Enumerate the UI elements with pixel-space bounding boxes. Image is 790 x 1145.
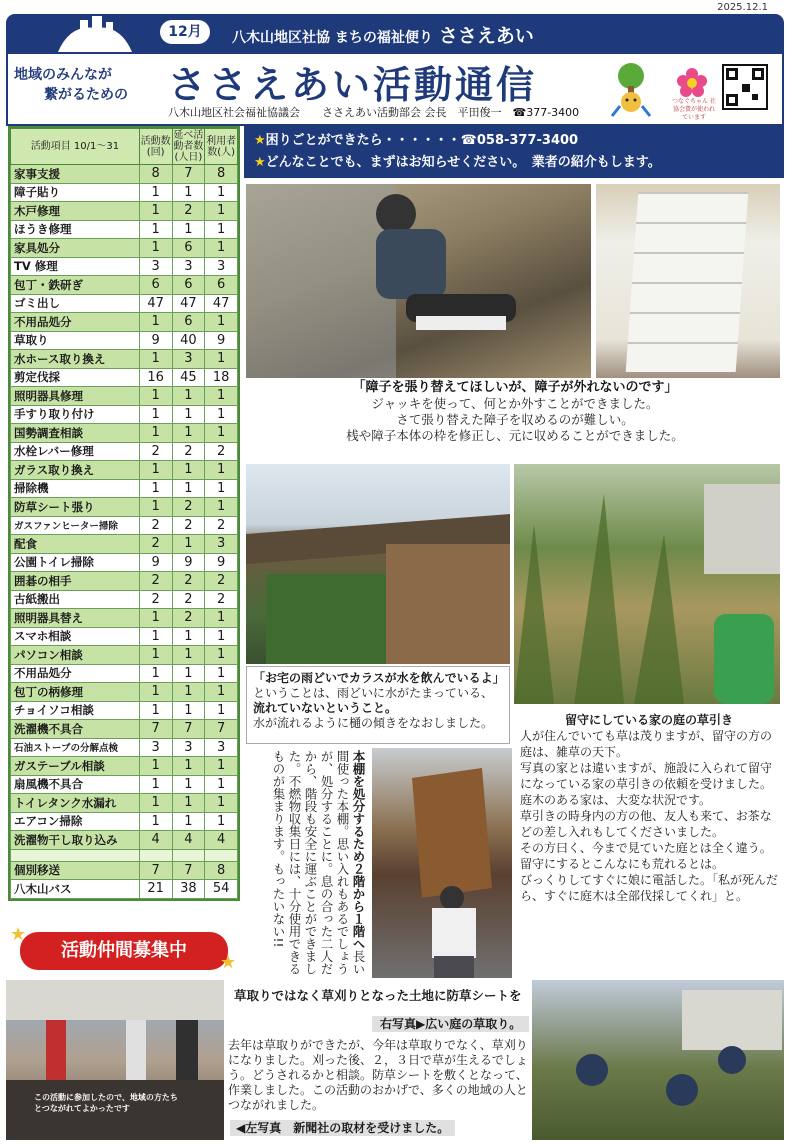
activity-value: 4 (139, 831, 172, 850)
activity-value: 1 (139, 683, 172, 702)
activity-value: 1 (139, 701, 172, 720)
activity-name: 手すり取り付け (11, 405, 140, 424)
activity-value: 1 (205, 183, 238, 202)
lead-line-2: 繋がるための (44, 87, 128, 103)
activity-value: 1 (139, 239, 172, 258)
table-row (11, 220, 238, 239)
article-gutter-text: 水が流れるように樋の傾きをなおしました。 (253, 716, 494, 730)
activity-name: ほうき修理 (11, 220, 140, 239)
activity-name: チョイソコ相談 (11, 701, 140, 720)
activity-name: ガステーブル相談 (11, 757, 140, 776)
activity-value: 40 (172, 331, 205, 350)
activity-name: 剪定伐採 (11, 368, 140, 387)
activity-value: 1 (172, 757, 205, 776)
header-users: 利用者数(人) (205, 129, 238, 165)
activity-value: 1 (205, 239, 238, 258)
activity-value: 1 (172, 405, 205, 424)
activity-name: 洗濯物干し取り込み (11, 831, 140, 850)
table-row (11, 701, 238, 720)
activity-value: 1 (205, 202, 238, 221)
table-row (11, 572, 238, 591)
activity-value: 1 (172, 424, 205, 443)
photo-carrying-bookshelf (372, 748, 512, 978)
activity-name: パソコン相談 (11, 646, 140, 665)
table-row (11, 590, 238, 609)
activity-value: 2 (139, 535, 172, 554)
activity-name: 家具処分 (11, 239, 140, 258)
activity-value: 3 (205, 257, 238, 276)
activity-value: 8 (205, 861, 238, 880)
photo-newspaper-interview (6, 980, 224, 1140)
activity-value: 1 (205, 405, 238, 424)
activity-name: 不用品処分 (11, 313, 140, 332)
article-shoji-line: 桟や障子本体の枠を修正し、元に収めることができました。 (346, 428, 684, 443)
article-bookshelf-text: 長い間使った本棚。思い入れもあるでしょうが、処分することに。息の合った二人だから、階段も安全に運ぶことができました。不燃物収集日には、十分使用できるものが集まります。もったいない!! (271, 750, 366, 975)
table-row (11, 276, 238, 295)
activity-value: 1 (139, 313, 172, 332)
activity-value: 9 (139, 553, 172, 572)
photo-shoji-paper (596, 184, 780, 378)
activity-value: 2 (139, 572, 172, 591)
header-count: 活動数(回) (139, 129, 172, 165)
table-row (11, 880, 238, 899)
activity-name: 水ホース取り換え (11, 350, 140, 369)
table-row (11, 831, 238, 850)
photo-rain-gutter (246, 464, 510, 664)
activity-value: 1 (172, 183, 205, 202)
activity-value: 1 (172, 812, 205, 831)
activity-name: 防草シート張り (11, 498, 140, 517)
activity-value: 1 (139, 350, 172, 369)
activity-value: 7 (139, 861, 172, 880)
article-shoji (250, 380, 780, 444)
table-row (11, 646, 238, 665)
table-row (11, 498, 238, 517)
activity-value: 8 (139, 165, 172, 184)
activity-name: 古紙搬出 (11, 590, 140, 609)
newsletter-title: ささえあい活動通信 (168, 63, 538, 107)
activity-value: 2 (139, 516, 172, 535)
photo-large-garden-weeding (532, 980, 784, 1140)
article-gutter (246, 666, 510, 744)
activity-name: ガラス取り換え (11, 461, 140, 480)
activity-value: 1 (205, 664, 238, 683)
activity-value: 1 (205, 794, 238, 813)
activity-value: 1 (205, 683, 238, 702)
activity-value: 1 (172, 775, 205, 794)
table-row (11, 239, 238, 258)
activity-value: 1 (205, 627, 238, 646)
article-bookshelf-heading: 本棚を処分するため２階から１階へ (351, 750, 366, 950)
activity-value: 47 (172, 294, 205, 313)
recruit-banner: 活動仲間募集中 (20, 932, 228, 970)
activity-value: 3 (172, 738, 205, 757)
activity-name: ガスファンヒーター掃除 (11, 516, 140, 535)
activity-value: 38 (172, 880, 205, 899)
activity-value: 1 (205, 461, 238, 480)
activity-value: 54 (205, 880, 238, 899)
masthead-subtitle: 八木山地区社協 まちの福祉便り ささえあい (232, 25, 534, 47)
article-gutter-text: 流れていないということ。 (253, 701, 398, 715)
article-weed-sheet-text: 去年は草取りができたが、今年は草取りでなく、草刈りになりました。刈った後、２，３日で草が生えるでしょう。どうされるかと相談。防草シートを敷くとなって、作業しました。この活動のおかげで、多くの地域の人とつながれました。 (228, 1038, 528, 1112)
table-row (11, 738, 238, 757)
activity-value: 7 (139, 720, 172, 739)
activity-value: 1 (139, 664, 172, 683)
article-weeding-line: 写真の家とは違いますが、施設に入られて留守になっている家の草引きの依頼を受けました。 (520, 761, 773, 791)
photo-overgrown-garden (514, 464, 780, 704)
table-row (11, 313, 238, 332)
activity-name: 配食 (11, 535, 140, 554)
activity-name: 照明器具替え (11, 609, 140, 628)
activity-name: 不用品処分 (11, 664, 140, 683)
activity-value: 1 (205, 701, 238, 720)
article-weeding-line: 庭木のある家は、大変な状況です。 (520, 793, 712, 807)
article-weed-sheet-heading: 草取りではなく草刈りとなった土地に防草シートを (234, 988, 522, 1003)
activity-value: 1 (205, 498, 238, 517)
star-icon: ★ (220, 952, 237, 973)
table-row (11, 387, 238, 406)
activity-value: 1 (205, 387, 238, 406)
activity-name: 水栓レバー修理 (11, 442, 140, 461)
activity-value: 1 (172, 664, 205, 683)
activity-value: 1 (172, 479, 205, 498)
activity-value: 1 (139, 498, 172, 517)
article-gutter-heading: 「お宅の雨どいでカラスが水を飲んでいるよ」 (253, 671, 505, 685)
activity-value: 1 (139, 609, 172, 628)
activity-value: 2 (205, 442, 238, 461)
activity-value: 2 (172, 609, 205, 628)
activity-value: 4 (172, 831, 205, 850)
activity-name: 草取り (11, 331, 140, 350)
activity-value: 1 (205, 424, 238, 443)
activity-name: ゴミ出し (11, 294, 140, 313)
activity-value: 1 (139, 202, 172, 221)
activity-value: 6 (205, 276, 238, 295)
article-bookshelf (246, 748, 368, 978)
activity-value: 47 (139, 294, 172, 313)
activity-value: 1 (139, 461, 172, 480)
mascot-caption: つなぐちゃん 社協会費が使われています (672, 98, 716, 121)
activity-name: TV 修理 (11, 257, 140, 276)
table-row (11, 627, 238, 646)
right-photo-label: 右写真▶広い庭の草取り。 (372, 1016, 529, 1032)
activity-value: 6 (172, 276, 205, 295)
table-row (11, 664, 238, 683)
activity-name: 洗濯機不具合 (11, 720, 140, 739)
header-activity: 活動項目 10/1〜31 (11, 129, 140, 165)
activity-value: 7 (172, 720, 205, 739)
activity-value: 1 (205, 646, 238, 665)
activity-value: 2 (205, 572, 238, 591)
activity-table (8, 126, 240, 901)
activity-value: 3 (205, 738, 238, 757)
photo-caption: この活動に参加したので、地域の方たちとつながれてよかったです (34, 1093, 178, 1113)
table-row (11, 165, 238, 184)
activity-value: 9 (139, 331, 172, 350)
table-row (11, 535, 238, 554)
contact-line: 困りごとができたら・・・・・・☎058-377-3400 (265, 133, 579, 148)
activity-value: 2 (205, 590, 238, 609)
activity-value: 47 (205, 294, 238, 313)
article-weeding-line: 人が住んでいても草は茂りますが、留守の方の庭は、雑草の天下。 (520, 729, 773, 759)
contact-bar (244, 126, 784, 178)
activity-value: 1 (172, 387, 205, 406)
activity-value: 1 (172, 627, 205, 646)
month-badge: 12月 (160, 20, 210, 44)
activity-value: 1 (172, 683, 205, 702)
star-icon: ★ (254, 155, 266, 170)
table-row (11, 683, 238, 702)
activity-name: スマホ相談 (11, 627, 140, 646)
activity-value: 1 (205, 313, 238, 332)
star-icon: ★ (10, 924, 27, 945)
activity-value: 1 (172, 646, 205, 665)
table-row (11, 183, 238, 202)
activity-value: 1 (139, 479, 172, 498)
article-weeding-line: その方曰く、今まで見ていた庭とは全く違う。留守にするとこんなにも荒れるとは。 (520, 841, 772, 871)
table-row (11, 461, 238, 480)
table-row (11, 861, 238, 880)
table-row (11, 609, 238, 628)
activity-value: 9 (172, 553, 205, 572)
notice-line: どんなことでも、まずはお知らせください。 業者の紹介もします。 (265, 155, 661, 170)
table-row (11, 350, 238, 369)
article-shoji-line: さて張り替えた障子を収めるのが難しい。 (396, 412, 634, 427)
activity-name: 包丁の柄修理 (11, 683, 140, 702)
issue-date: 2025.12.1 (717, 2, 768, 13)
activity-name: 国勢調査相談 (11, 424, 140, 443)
activity-value: 2 (172, 590, 205, 609)
activity-value: 1 (205, 775, 238, 794)
activity-value: 2 (172, 498, 205, 517)
activity-name: 石油ストーブの分解点検 (11, 738, 140, 757)
activity-value: 6 (172, 239, 205, 258)
activity-value: 6 (139, 276, 172, 295)
organization-info: 八木山地区社会福祉協議会 ささえあい活動部会 会長 平田俊一 ☎377-3400 (168, 106, 580, 119)
activity-name: 包丁・鉄研ぎ (11, 276, 140, 295)
article-weeding-line: びっくりしてすぐに娘に電話した。「私が死んだら、すぐに庭木は全部伐採してくれ」と。 (520, 873, 779, 903)
table-row (11, 794, 238, 813)
activity-value: 1 (172, 794, 205, 813)
activity-value: 2 (172, 442, 205, 461)
table-row (11, 479, 238, 498)
activity-value: 1 (139, 424, 172, 443)
article-weeding-heading: 留守にしている家の庭の草引き (564, 713, 733, 727)
mascot-tree-character-icon (606, 62, 656, 118)
activity-name: 照明器具修理 (11, 387, 140, 406)
activity-value: 1 (139, 387, 172, 406)
activity-value: 3 (172, 350, 205, 369)
activity-value: 21 (139, 880, 172, 899)
activity-value: 4 (205, 831, 238, 850)
table-row (11, 331, 238, 350)
activity-value: 45 (172, 368, 205, 387)
activity-name: 八木山バス (11, 880, 140, 899)
table-row (11, 775, 238, 794)
activity-name: 家事支援 (11, 165, 140, 184)
activity-value: 2 (172, 202, 205, 221)
activity-value: 1 (205, 350, 238, 369)
activity-value: 9 (205, 553, 238, 572)
activity-value: 3 (172, 257, 205, 276)
table-spacer (11, 849, 238, 861)
activity-value: 1 (205, 479, 238, 498)
activity-name: エアコン掃除 (11, 812, 140, 831)
table-row (11, 405, 238, 424)
table-row (11, 368, 238, 387)
activity-value: 1 (139, 405, 172, 424)
activity-value: 9 (205, 331, 238, 350)
activity-value: 7 (205, 720, 238, 739)
table-row (11, 812, 238, 831)
article-weeding-line: 草引きの時身内の方の他、友人も来て、お茶などの差し入れもしてくださいました。 (520, 809, 772, 839)
activity-value: 2 (139, 442, 172, 461)
activity-value: 7 (172, 861, 205, 880)
activity-value: 1 (139, 812, 172, 831)
table-row (11, 202, 238, 221)
activity-value: 1 (205, 757, 238, 776)
table-row (11, 424, 238, 443)
table-row (11, 294, 238, 313)
activity-name: トイレタンク水漏れ (11, 794, 140, 813)
article-shoji-line: ジャッキを使って、何とか外すことができました。 (371, 396, 659, 411)
activity-value: 1 (172, 220, 205, 239)
photo-shoji-repair (246, 184, 591, 378)
lead-line-1: 地域のみんなが (14, 67, 112, 83)
table-row (11, 553, 238, 572)
header-staff: 延べ活動者数(人日) (173, 130, 204, 163)
activity-value: 2 (172, 516, 205, 535)
activity-value: 1 (172, 701, 205, 720)
activity-value: 1 (139, 757, 172, 776)
activity-name: 囲碁の相手 (11, 572, 140, 591)
activity-name: 扇風機不具合 (11, 775, 140, 794)
activity-value: 2 (205, 516, 238, 535)
activity-value: 1 (139, 646, 172, 665)
activity-value: 1 (139, 794, 172, 813)
table-row (11, 720, 238, 739)
activity-value: 1 (172, 535, 205, 554)
activity-value: 8 (205, 165, 238, 184)
star-icon: ★ (254, 133, 266, 148)
article-gutter-text: ということは、雨どいに水がたまっている、 (253, 686, 494, 700)
activity-value: 3 (139, 738, 172, 757)
article-weeding (514, 708, 784, 946)
activity-value: 1 (205, 812, 238, 831)
town-skyline-icon (50, 14, 140, 54)
left-photo-label: ◀左写真 新聞社の取材を受けました。 (230, 1120, 455, 1136)
activity-name: 木戸修理 (11, 202, 140, 221)
activity-value: 7 (172, 165, 205, 184)
activity-value: 1 (139, 183, 172, 202)
activity-value: 1 (139, 220, 172, 239)
qr-code[interactable] (722, 64, 768, 110)
activity-value: 6 (172, 313, 205, 332)
activity-name: 障子貼り (11, 183, 140, 202)
activity-value: 3 (139, 257, 172, 276)
activity-value: 1 (139, 775, 172, 794)
table-row (11, 757, 238, 776)
activity-value: 18 (205, 368, 238, 387)
table-row (11, 442, 238, 461)
activity-name: 掃除機 (11, 479, 140, 498)
activity-value: 1 (172, 461, 205, 480)
activity-value: 2 (139, 590, 172, 609)
activity-value: 2 (172, 572, 205, 591)
activity-value: 1 (205, 609, 238, 628)
activity-value: 3 (205, 535, 238, 554)
activity-name: 公園トイレ掃除 (11, 553, 140, 572)
article-weed-sheet (226, 984, 530, 1140)
activity-value: 1 (205, 220, 238, 239)
table-row (11, 257, 238, 276)
activity-name: 個別移送 (11, 861, 140, 880)
article-shoji-heading: 「障子を張り替えてほしいが、障子が外れないのです」 (352, 380, 678, 395)
table-row (11, 516, 238, 535)
activity-value: 1 (139, 627, 172, 646)
activity-value: 16 (139, 368, 172, 387)
